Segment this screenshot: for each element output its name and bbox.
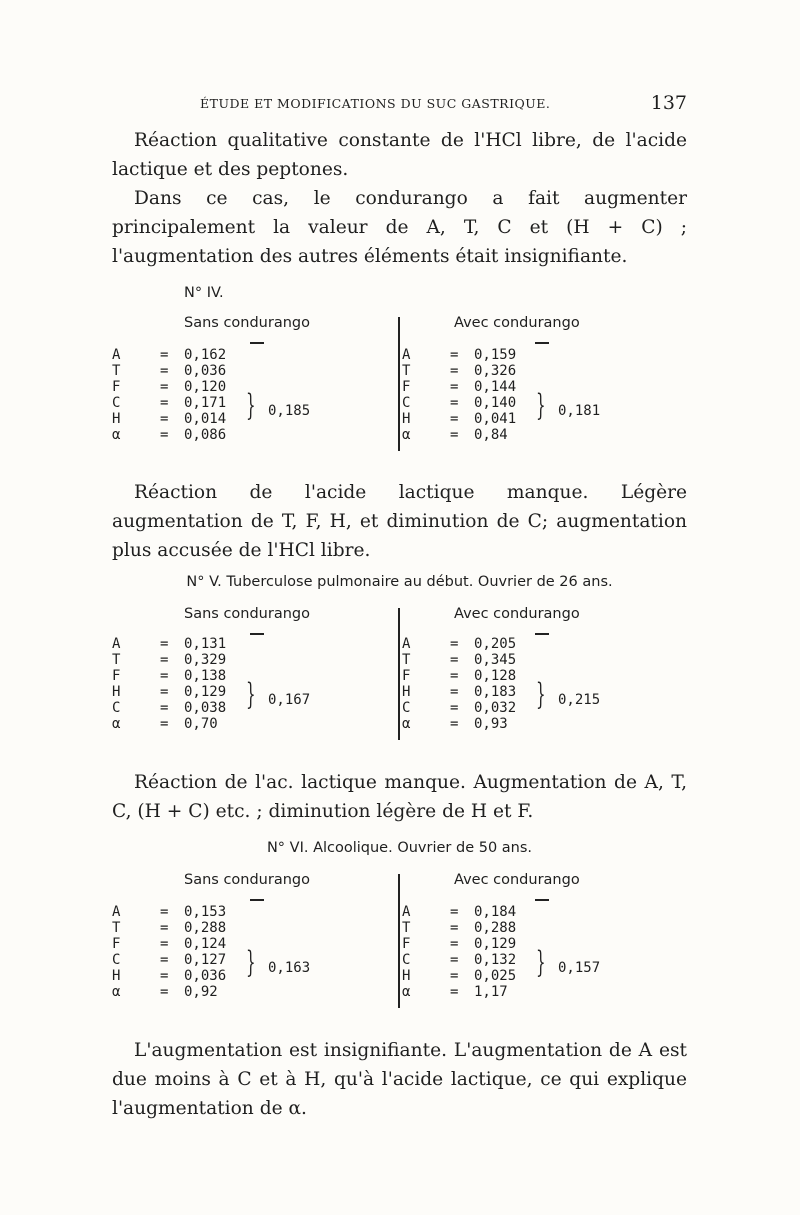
equals-sign: = bbox=[160, 652, 169, 668]
left-row-label: α bbox=[112, 427, 121, 443]
right-row-label: T bbox=[402, 920, 411, 936]
left-row-value: 0,124 bbox=[184, 936, 227, 952]
left-row-value: 0,036 bbox=[184, 968, 227, 984]
right-row-value: 0,144 bbox=[474, 379, 517, 395]
equals-sign: = bbox=[160, 968, 169, 984]
left-row-label: H bbox=[112, 968, 121, 984]
left-column-head: Sans condurango bbox=[184, 872, 310, 888]
right-row-value: 0,288 bbox=[474, 920, 517, 936]
left-row-value: 0,171 bbox=[184, 395, 227, 411]
equals-sign: = bbox=[160, 347, 169, 363]
right-row-value: 0,128 bbox=[474, 668, 517, 684]
paragraph-3: Réaction de l'acide lactique manque. Légère augmentation de T, F, H, et diminution de C; augmentation plus accusée de l'HCl libre. bbox=[112, 482, 687, 561]
equals-sign: = bbox=[450, 411, 459, 427]
equals-sign: = bbox=[450, 668, 459, 684]
right-row-value: 0,032 bbox=[474, 700, 517, 716]
table-n-iv bbox=[112, 285, 687, 460]
left-row-label: A bbox=[112, 904, 121, 920]
right-row-label: A bbox=[402, 904, 411, 920]
left-head-dash bbox=[250, 899, 264, 901]
left-row-label: T bbox=[112, 652, 121, 668]
right-row-label: α bbox=[402, 427, 411, 443]
paragraph-4: Réaction de l'ac. lactique manque. Augmentation de A, T, C, (H + C) etc. ; diminution légère de H et F. bbox=[112, 772, 687, 822]
equals-sign: = bbox=[160, 904, 169, 920]
equals-sign: = bbox=[450, 968, 459, 984]
equals-sign: = bbox=[450, 952, 459, 968]
left-row-value: 0,086 bbox=[184, 427, 227, 443]
equals-sign: = bbox=[450, 716, 459, 732]
paragraph-2: Dans ce cas, le condurango a fait augmenter principalement la valeur de A, T, C et (H + C) ; l'augmentation des autres éléments était insignifiante. bbox=[112, 188, 687, 267]
left-sum-brace: } bbox=[246, 677, 256, 712]
equals-sign: = bbox=[450, 652, 459, 668]
right-sum-value: 0,157 bbox=[558, 960, 601, 976]
left-row-label: α bbox=[112, 716, 121, 732]
left-sum-value: 0,167 bbox=[268, 692, 311, 708]
left-row-value: 0,014 bbox=[184, 411, 227, 427]
left-row-label: α bbox=[112, 984, 121, 1000]
left-row-label: F bbox=[112, 668, 121, 684]
equals-sign: = bbox=[160, 700, 169, 716]
equals-sign: = bbox=[160, 668, 169, 684]
right-row-label: A bbox=[402, 347, 411, 363]
equals-sign: = bbox=[160, 427, 169, 443]
left-row-value: 0,70 bbox=[184, 716, 218, 732]
page-number: 137 bbox=[650, 92, 687, 114]
left-row-label: H bbox=[112, 684, 121, 700]
right-row-value: 0,84 bbox=[474, 427, 508, 443]
left-sum-value: 0,185 bbox=[268, 403, 311, 419]
right-row-value: 0,93 bbox=[474, 716, 508, 732]
header-title: ÉTUDE ET MODIFICATIONS DU SUC GASTRIQUE. bbox=[200, 96, 551, 111]
equals-sign: = bbox=[160, 395, 169, 411]
equals-sign: = bbox=[160, 920, 169, 936]
left-row-label: T bbox=[112, 363, 121, 379]
right-sum-brace: } bbox=[536, 945, 546, 980]
right-row-label: C bbox=[402, 700, 411, 716]
equals-sign: = bbox=[160, 379, 169, 395]
equals-sign: = bbox=[160, 952, 169, 968]
right-row-label: A bbox=[402, 636, 411, 652]
right-row-label: F bbox=[402, 379, 411, 395]
right-row-label: C bbox=[402, 952, 411, 968]
left-row-value: 0,329 bbox=[184, 652, 227, 668]
right-row-label: T bbox=[402, 363, 411, 379]
left-row-label: C bbox=[112, 700, 121, 716]
column-divider bbox=[398, 317, 400, 451]
right-row-value: 0,025 bbox=[474, 968, 517, 984]
left-row-value: 0,127 bbox=[184, 952, 227, 968]
left-row-label: F bbox=[112, 379, 121, 395]
right-column-head: Avec condurango bbox=[454, 315, 580, 331]
left-row-value: 0,120 bbox=[184, 379, 227, 395]
equals-sign: = bbox=[450, 920, 459, 936]
right-head-dash bbox=[535, 342, 549, 344]
equals-sign: = bbox=[450, 347, 459, 363]
equals-sign: = bbox=[450, 904, 459, 920]
left-row-value: 0,129 bbox=[184, 684, 227, 700]
right-row-label: C bbox=[402, 395, 411, 411]
left-row-label: H bbox=[112, 411, 121, 427]
equals-sign: = bbox=[450, 379, 459, 395]
equals-sign: = bbox=[160, 411, 169, 427]
equals-sign: = bbox=[450, 984, 459, 1000]
column-divider bbox=[398, 608, 400, 740]
left-row-label: C bbox=[112, 952, 121, 968]
right-sum-brace: } bbox=[536, 388, 546, 423]
right-row-value: 0,184 bbox=[474, 904, 517, 920]
right-row-value: 0,041 bbox=[474, 411, 517, 427]
left-row-value: 0,036 bbox=[184, 363, 227, 379]
right-row-label: H bbox=[402, 411, 411, 427]
right-row-value: 0,205 bbox=[474, 636, 517, 652]
left-row-label: T bbox=[112, 920, 121, 936]
right-head-dash bbox=[535, 633, 549, 635]
equals-sign: = bbox=[160, 684, 169, 700]
right-row-value: 1,17 bbox=[474, 984, 508, 1000]
right-row-label: T bbox=[402, 652, 411, 668]
equals-sign: = bbox=[160, 636, 169, 652]
left-head-dash bbox=[250, 342, 264, 344]
equals-sign: = bbox=[160, 716, 169, 732]
table-n-v bbox=[112, 598, 687, 748]
equals-sign: = bbox=[450, 700, 459, 716]
left-row-label: A bbox=[112, 636, 121, 652]
left-sum-value: 0,163 bbox=[268, 960, 311, 976]
right-column-head: Avec condurango bbox=[454, 606, 580, 622]
right-row-value: 0,183 bbox=[474, 684, 517, 700]
right-row-value: 0,129 bbox=[474, 936, 517, 952]
equals-sign: = bbox=[450, 395, 459, 411]
left-column-head: Sans condurango bbox=[184, 606, 310, 622]
right-row-value: 0,132 bbox=[474, 952, 517, 968]
table-title: N° IV. bbox=[184, 285, 224, 301]
table-title-n-v: N° V. Tuberculose pulmonaire au début. Ouvrier de 26 ans. bbox=[186, 574, 613, 590]
left-row-value: 0,288 bbox=[184, 920, 227, 936]
left-row-label: F bbox=[112, 936, 121, 952]
right-row-label: F bbox=[402, 668, 411, 684]
right-row-label: α bbox=[402, 716, 411, 732]
column-divider bbox=[398, 874, 400, 1008]
right-head-dash bbox=[535, 899, 549, 901]
equals-sign: = bbox=[450, 684, 459, 700]
equals-sign: = bbox=[450, 427, 459, 443]
left-sum-brace: } bbox=[246, 388, 256, 423]
paragraph-1: Réaction qualitative constante de l'HCl libre, de l'acide lactique et des peptones. bbox=[112, 130, 687, 180]
right-row-value: 0,140 bbox=[474, 395, 517, 411]
right-sum-value: 0,181 bbox=[558, 403, 601, 419]
left-row-value: 0,131 bbox=[184, 636, 227, 652]
equals-sign: = bbox=[160, 363, 169, 379]
equals-sign: = bbox=[160, 936, 169, 952]
left-row-label: C bbox=[112, 395, 121, 411]
paragraph-5: L'augmentation est insignifiante. L'augmentation de A est due moins à C et à H, qu'à l'acide lactique, ce qui explique l'augmentation de α. bbox=[112, 1040, 687, 1119]
left-sum-brace: } bbox=[246, 945, 256, 980]
right-sum-brace: } bbox=[536, 677, 546, 712]
left-row-value: 0,153 bbox=[184, 904, 227, 920]
left-row-label: A bbox=[112, 347, 121, 363]
right-row-label: H bbox=[402, 684, 411, 700]
right-row-label: H bbox=[402, 968, 411, 984]
table-n-vi bbox=[112, 866, 687, 1016]
left-row-value: 0,92 bbox=[184, 984, 218, 1000]
equals-sign: = bbox=[450, 936, 459, 952]
right-row-value: 0,326 bbox=[474, 363, 517, 379]
table-title-n-vi: N° VI. Alcoolique. Ouvrier de 50 ans. bbox=[266, 840, 533, 856]
right-row-value: 0,345 bbox=[474, 652, 517, 668]
equals-sign: = bbox=[450, 363, 459, 379]
right-column-head: Avec condurango bbox=[454, 872, 580, 888]
right-row-value: 0,159 bbox=[474, 347, 517, 363]
right-row-label: α bbox=[402, 984, 411, 1000]
equals-sign: = bbox=[160, 984, 169, 1000]
left-row-value: 0,162 bbox=[184, 347, 227, 363]
right-sum-value: 0,215 bbox=[558, 692, 601, 708]
equals-sign: = bbox=[450, 636, 459, 652]
left-head-dash bbox=[250, 633, 264, 635]
right-row-label: F bbox=[402, 936, 411, 952]
left-row-value: 0,138 bbox=[184, 668, 227, 684]
left-row-value: 0,038 bbox=[184, 700, 227, 716]
left-column-head: Sans condurango bbox=[184, 315, 310, 331]
